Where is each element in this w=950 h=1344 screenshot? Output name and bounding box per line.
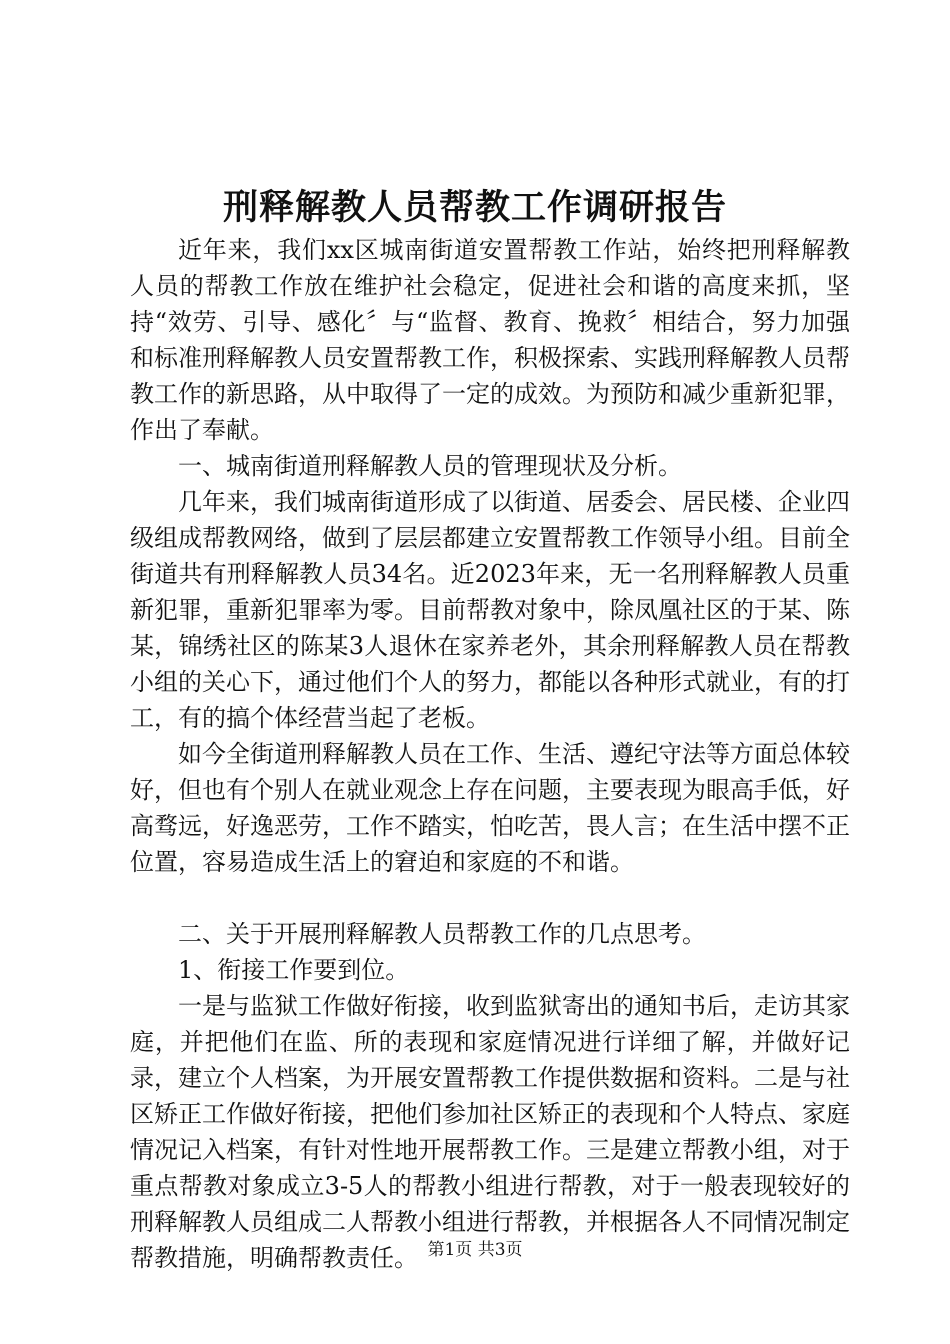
paragraph-status: 如今全街道刑释解教人员在工作、生活、遵纪守法等方面总体较好，但也有个别人在就业观念上存在问题，主要表现为眼高手低，好高骛远，好逸恶劳，工作不踏实，怕吃苦，畏人言；在生活中摆不正位置，容易造成生活上的窘迫和家庭的不和谐。 [130, 740, 850, 876]
subsection-heading-1: 1、衔接工作要到位。 [178, 956, 410, 984]
section-heading-2: 二、关于开展刑释解教人员帮教工作的几点思考。 [178, 920, 706, 948]
document-title: 刑释解教人员帮教工作调研报告 [222, 187, 727, 228]
paragraph-intro: 近年来，我们xx区城南街道安置帮教工作站，始终把刑释解教人员的帮教工作放在维护社会稳定，促进社会和谐的高度来抓，坚持“效劳、引导、感化〞与“监督、教育、挽救〞相结合，努力加强和标准刑释解教人员安置帮教工作，积极探索、实践刑释解教人员帮教工作的新思路，从中取得了一定的成效。为预防和减少重新犯罪，作出了奉献。 [130, 236, 850, 444]
paragraph-spacer [130, 880, 850, 916]
page-number: 第1页 共3页 [427, 1240, 523, 1260]
paragraph-network: 几年来，我们城南街道形成了以街道、居委会、居民楼、企业四级组成帮教网络，做到了层层都建立安置帮教工作领导小组。目前全街道共有刑释解教人员34名。近2023年来，无一名刑释解教人员重新犯罪，重新犯罪率为零。目前帮教对象中，除凤凰社区的于某、陈某，锦绣社区的陈某3人退休在家养老外，其余刑释解教人员在帮教小组的关心下，通过他们个人的努力，都能以各种形式就业，有的打工，有的搞个体经营当起了老板。 [130, 488, 850, 732]
document-body [130, 232, 850, 1276]
section-heading-1: 一、城南街道刑释解教人员的管理现状及分析。 [178, 452, 682, 480]
paragraph-connection: 一是与监狱工作做好衔接，收到监狱寄出的通知书后，走访其家庭，并把他们在监、所的表现和家庭情况进行详细了解，并做好记录，建立个人档案，为开展安置帮教工作提供数据和资料。二是与社区矫正工作做好衔接，把他们参加社区矫正的表现和个人特点、家庭情况记入档案，有针对性地开展帮教工作。三是建立帮教小组，对于重点帮教对象成立3-5人的帮教小组进行帮教，对于一般表现较好的刑释解教人员组成二人帮教小组进行帮教，并根据各人不同情况制定帮教措施，明确帮教责任。 [130, 992, 850, 1272]
